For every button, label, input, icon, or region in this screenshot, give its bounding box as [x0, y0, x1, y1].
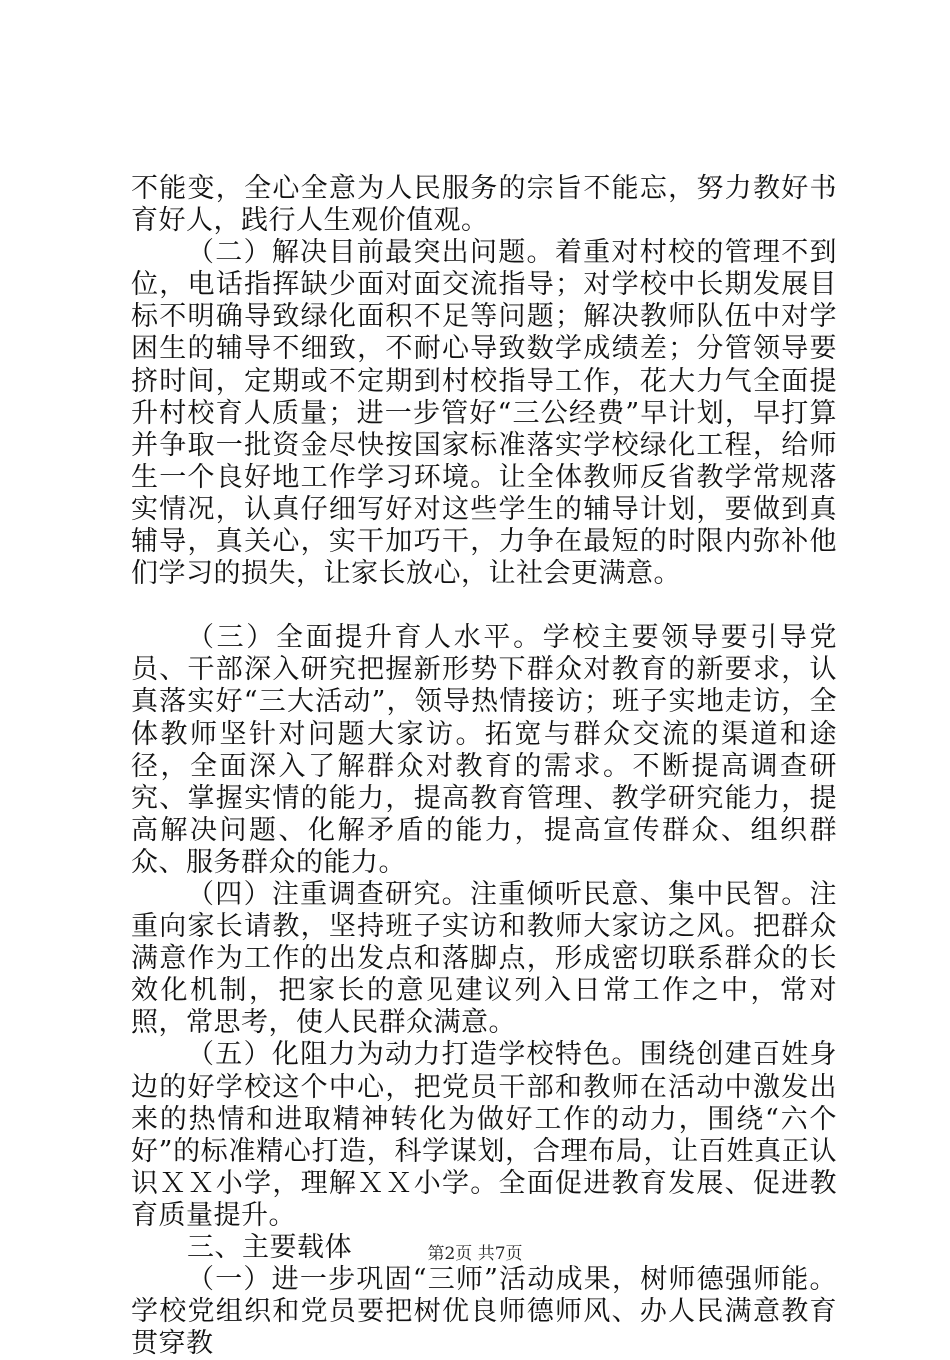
paragraph-continuation: 不能变，全心全意为人民服务的宗旨不能忘，努力教好书育好人，践行人生观价值观。	[131, 173, 837, 237]
paragraph-carrier-one: （一）进一步巩固“三师”活动成果，树师德强师能。学校党组织和党员要把树优良师德师风、办人民满意教育贯穿教	[131, 1264, 837, 1360]
page-number-footer: 第2页 共7页	[427, 1244, 523, 1264]
paragraph-section-two: （二）解决目前最突出问题。着重对村校的管理不到位，电话指挥缺少面对面交流指导；对学校中长期发展目标不明确导致绿化面积不足等问题；解决教师队伍中对学困生的辅导不细致，不耐心导致数学成绩差；分管领导要挤时间，定期或不定期到村校指导工作，花大力气全面提升村校育人质量；进一步管好“三公经费”早计划，早打算并争取一批资金尽快按国家标准落实学校绿化工程，给师生一个良好地工作学习环境。让全体教师反省教学常规落实情况，认真仔细写好对这些学生的辅导计划，要做到真辅导，真关心，实干加巧干，力争在最短的时限内弥补他们学习的损失，让家长放心，让社会更满意。	[131, 237, 837, 590]
paragraph-section-three: （三）全面提升育人水平。学校主要领导要引导党员、干部深入研究把握新形势下群众对教育的新要求，认真落实好“三大活动”，领导热情接访；班子实地走访，全体教师坚针对问题大家访。拓宽与群众交流的渠道和途径，全面深入了解群众对教育的需求。不断提高调查研究、掌握实情的能力，提高教育管理、教学研究能力，提高解决问题、化解矛盾的能力，提高宣传群众、组织群众、服务群众的能力。	[131, 622, 837, 878]
paragraph-section-five: （五）化阻力为动力打造学校特色。围绕创建百姓身边的好学校这个中心，把党员干部和教师在活动中激发出来的热情和进取精神转化为做好工作的动力，围绕“六个好”的标准精心打造，科学谋划，合理布局，让百姓真正认识ＸＸ小学，理解ＸＸ小学。全面促进教育发展、促进教育质量提升。	[131, 1039, 837, 1231]
paragraph-section-four: （四）注重调查研究。注重倾听民意、集中民智。注重向家长请教，坚持班子实访和教师大家访之风。把群众满意作为工作的出发点和落脚点，形成密切联系群众的长效化机制，把家长的意见建议列入日常工作之中，常对照，常思考，使人民群众满意。	[131, 878, 837, 1039]
document-body	[131, 173, 837, 1360]
heading-main-carriers: 三、主要载体	[187, 1232, 352, 1263]
